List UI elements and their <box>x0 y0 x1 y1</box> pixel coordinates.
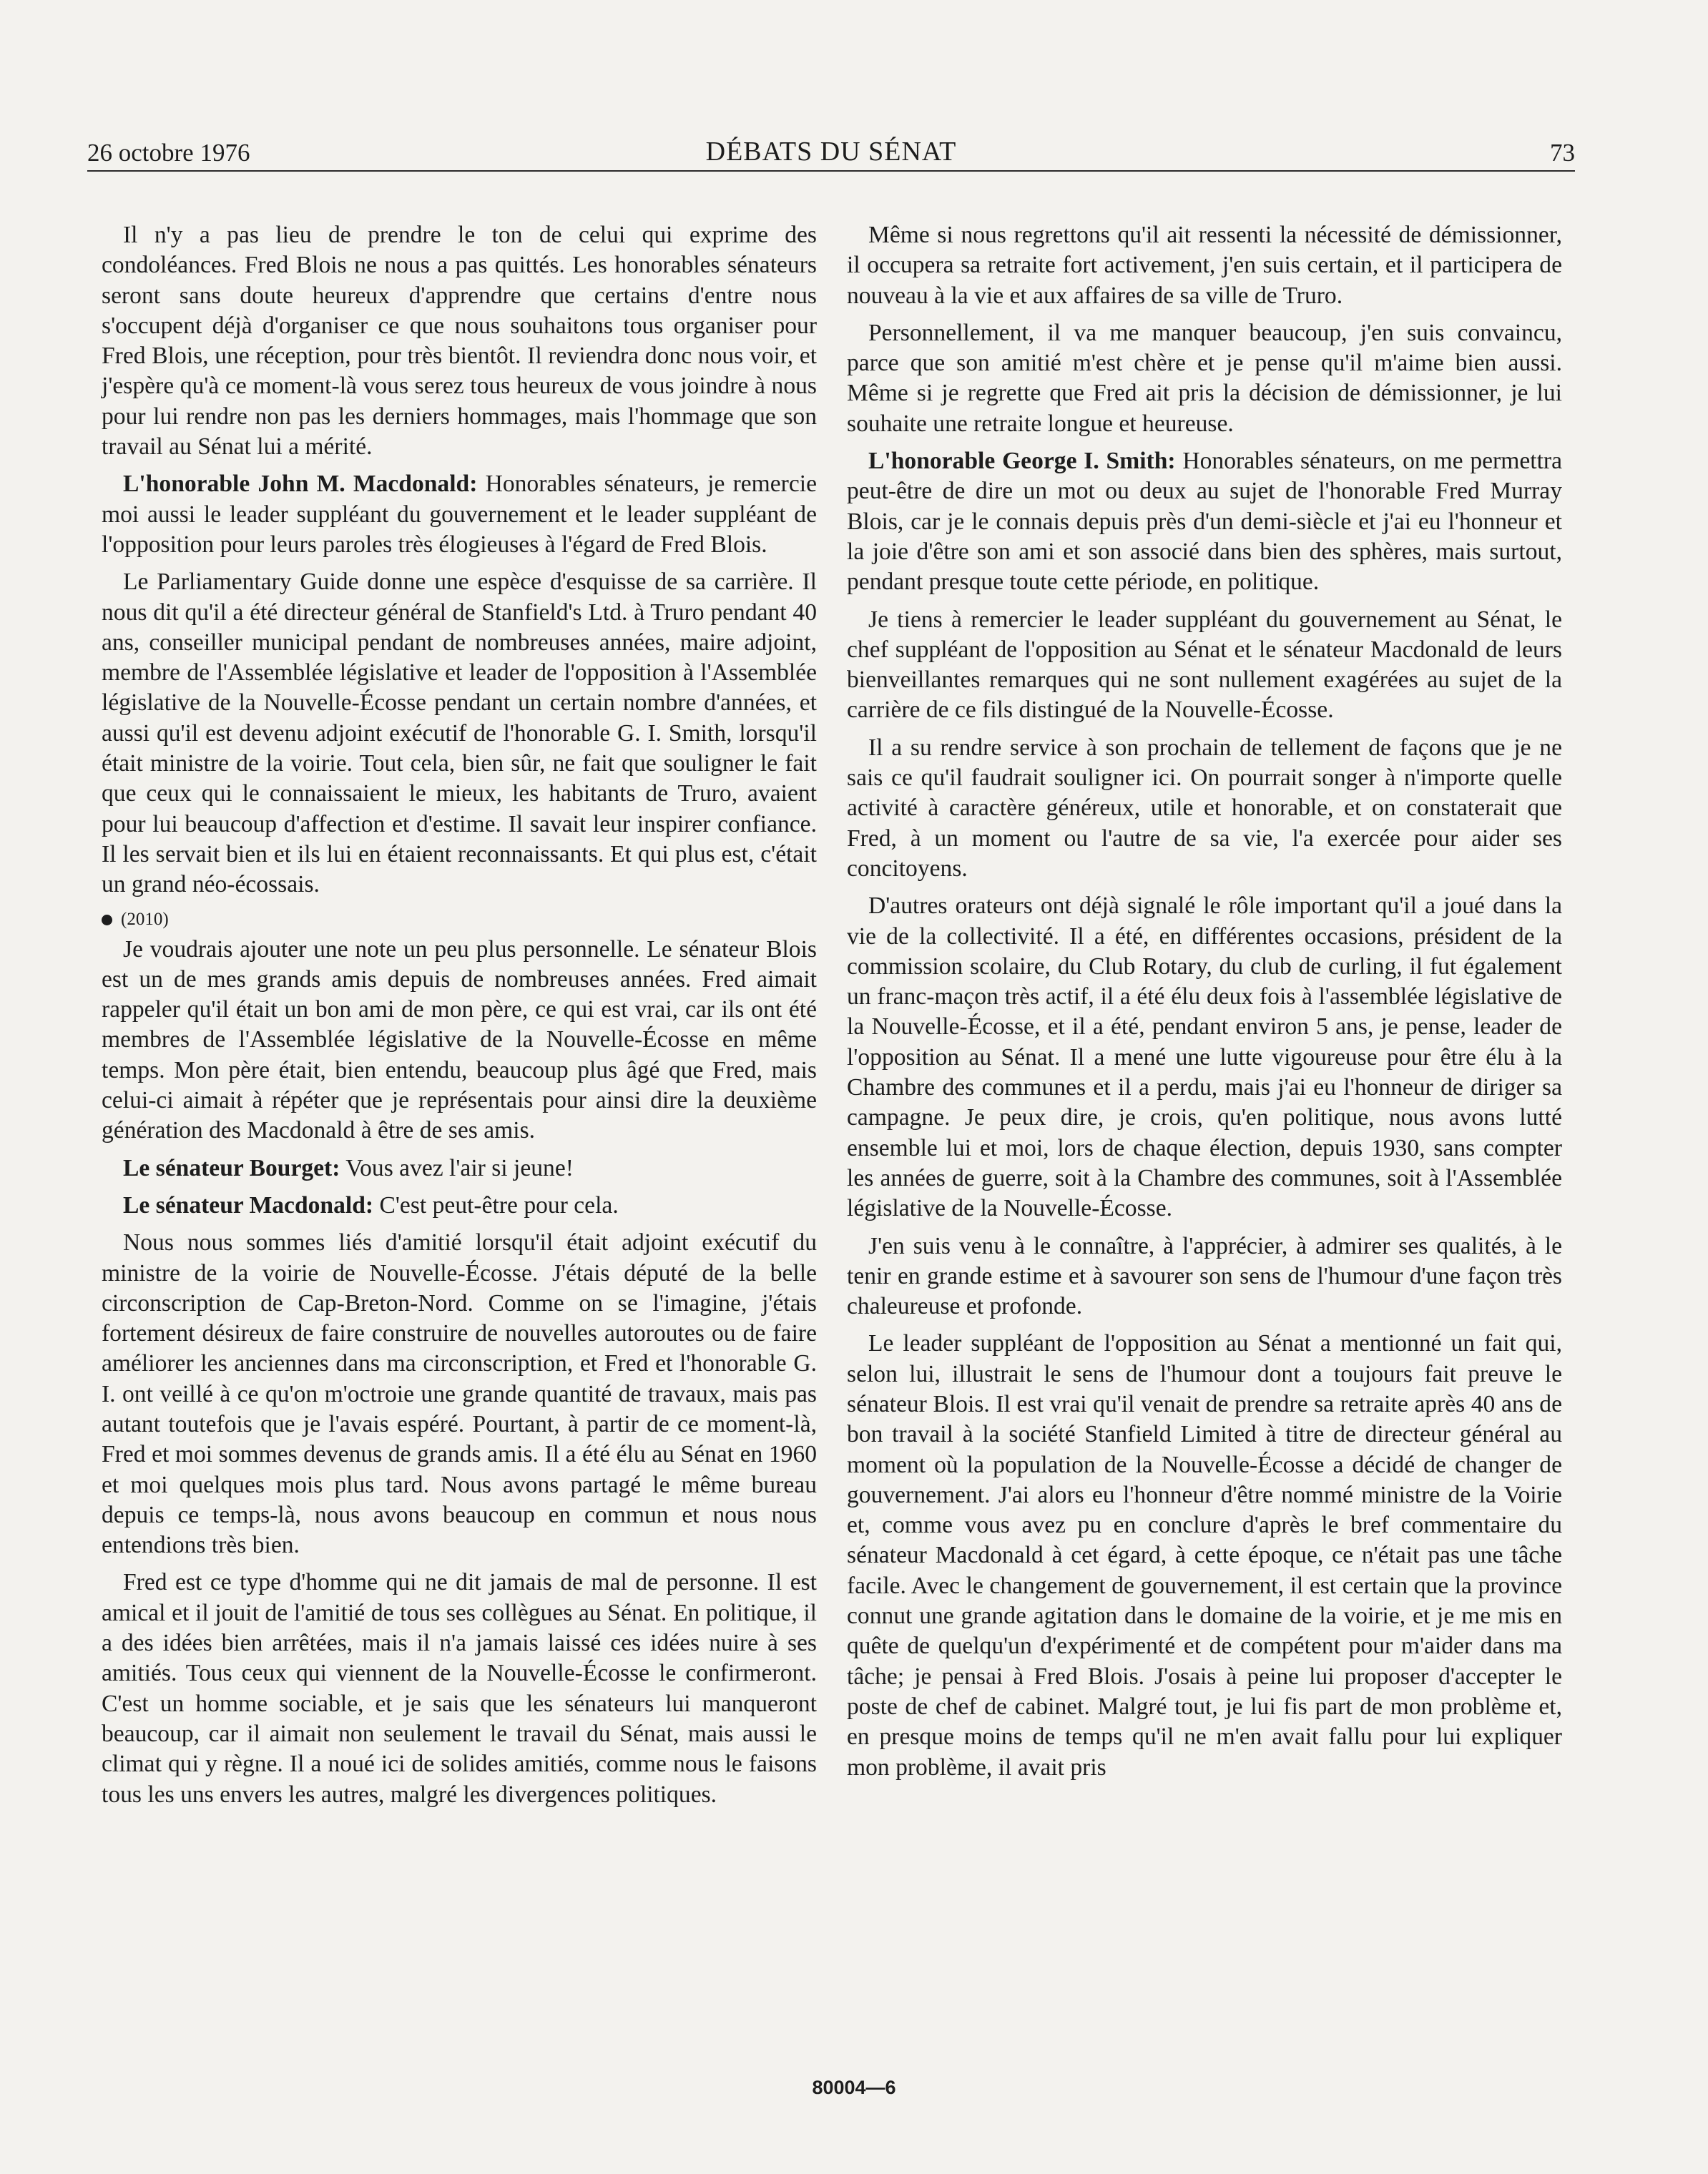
paragraph: Nous nous sommes liés d'amitié lorsqu'il était adjoint exécutif du ministre de la voirie de Nouvelle-Écosse. J'étais député de la belle circonscription de Cap-Breton-Nord. Comme on se l'imagine, j'étais fortement désireux de faire construire de nouvelles autoroutes ou de faire améliorer les anciennes dans ma circonscription, et Fred et l'honorable G. I. ont veillé à ce qu'on m'octroie une grande quantité de travaux, mais pas autant toutefois que je l'avais espéré. Pourtant, à partir de ce moment-là, Fred et moi sommes devenus de grands amis. Il a été élu au Sénat en 1960 et moi quelques mois plus tard. Nous avons partagé le même bureau depuis ce temps-là, nous avons beaucoup en commun et nous nous entendions très bien. <box>102 1229 817 1559</box>
speaker-name: L'honorable John M. Macdonald: <box>123 471 478 498</box>
footer-code: 80004—6 <box>812 2077 896 2098</box>
paragraph: Personnellement, il va me manquer beaucoup, j'en suis convaincu, parce que son amitié m'est chère et je pense qu'il m'aime bien aussi. Même si je regrette que Fred ait pris la décision de démissionner, je lui souhaite une retraite longue et heureuse. <box>847 319 1562 437</box>
time-marker-text: (2010) <box>121 909 169 929</box>
paragraph: Fred est ce type d'homme qui ne dit jamais de mal de personne. Il est amical et il jouit de l'amitié de tous ses collègues au Sénat. En politique, il a des idées bien arrêtées, mais il n'a jamais laissé ces idées nuire à ses amitiés. Tous ceux qui viennent de la Nouvelle-Écosse le confirmeront. C'est un homme sociable, et je sais que les sénateurs lui manqueront beaucoup, car il aimait non seulement le travail du Sénat, mais aussi le climat qui y règne. Il a noué ici de solides amitiés, comme nous le faisons tous les uns envers les autres, malgré les divergences politiques. <box>102 1569 817 1808</box>
speech-text: Honorables sénateurs, on me permettra peut-être de dire un mot ou deux au sujet de l'honorable Fred Murray Blois, car je le connais depuis près d'un demi-siècle et j'ai eu l'honneur et la joie d'être son ami et son associé dans bien des sphères, mais surtout, pendant presque toute cette période, en politique. <box>847 448 1562 596</box>
paragraph: Même si nous regrettons qu'il ait ressenti la nécessité de démissionner, il occupera sa retraite fort activement, j'en suis certain, et il participera de nouveau à la vie et aux affaires de sa ville de Truro. <box>847 222 1562 309</box>
paragraph: J'en suis venu à le connaître, à l'apprécier, à admirer ses qualités, à le tenir en grande estime et à savourer son sens de l'humour d'une façon très chaleureuse et profonde. <box>847 1232 1562 1320</box>
speech-paragraph <box>102 1191 817 1221</box>
speaker-name: L'honorable George I. Smith: <box>868 448 1176 475</box>
speaker-name: Le sénateur Bourget: <box>123 1154 340 1181</box>
speech-paragraph <box>847 446 1562 597</box>
paragraph: Le leader suppléant de l'opposition au Sénat a mentionné un fait qui, selon lui, illustrait le sens de l'humour dont a toujours fait preuve le sénateur Blois. Il est vrai qu'il venait de prendre sa retraite après 40 ans de bon travail à la société Stanfield Limited à titre de directeur général au moment où la population de la Nouvelle-Écosse a décidé de changer de gouvernement. J'ai alors eu l'honneur d'être nommé ministre de la Voirie et, comme vous avez pu en conclure d'après le bref commentaire du sénateur Macdonald à cet égard, à cette époque, ce n'était pas une tâche facile. Avec le changement de gouvernement, il est certain que la province connut une grande agitation dans le domaine de la voirie, et je me mis en quête de quelqu'un d'expérimenté et de compétent pour m'aider dans ma tâche; je pensai à Fred Blois. J'osais à peine lui proposer d'accepter le poste de chef de cabinet. Malgré tout, je lui fis part de mon problème et, en presque moins de temps qu'il ne m'en avait fallu pour lui expliquer mon problème, il avait pris <box>847 1330 1562 1781</box>
speech-text: C'est peut-être pour cela. <box>379 1191 619 1219</box>
speaker-name: Le sénateur Macdonald: <box>123 1191 374 1219</box>
header-title: DÉBATS DU SÉNAT <box>705 137 957 167</box>
right-column <box>847 220 1562 1790</box>
paragraph: Il n'y a pas lieu de prendre le ton de celui qui exprime des condoléances. Fred Blois ne nous a pas quittés. Les honorables sénateurs seront sans doute heureux d'apprendre que certains d'entre nous s'occupent déjà d'organiser ce que nous souhaitons tous organiser pour Fred Blois, une réception, pour très bientôt. Il reviendra donc nous voir, et j'espère qu'à ce moment-là vous serez tous heureux de vous joindre à nous pour lui rendre non pas les derniers hommages, mais l'hommage que son travail au Sénat lui a mérité. <box>102 222 817 461</box>
bullet-icon <box>102 915 112 925</box>
paragraph: Il a su rendre service à son prochain de tellement de façons que je ne sais ce qu'il faudrait souligner ici. On pourrait songer à n'importe quelle activité à caractère généreux, utile et honorable, et on constaterait que Fred, à un moment ou l'autre de sa vie, l'a exercée pour aider ses concitoyens. <box>847 734 1562 882</box>
speech-paragraph <box>102 1154 817 1184</box>
page-number: 73 <box>1550 139 1575 167</box>
paragraph: Je voudrais ajouter une note un peu plus personnelle. Le sénateur Blois est un de mes grands amis depuis de nombreuses années. Fred aimait rappeler qu'il était un bon ami de mon père, ce qui est vrai, car ils ont été membres de l'Assemblée législative de la Nouvelle-Écosse en même temps. Mon père était, bien entendu, beaucoup plus âgé que Fred, mais celui-ci aimait à répéter que je représentais pour ainsi dire la deuxième génération des Macdonald à être de ses amis. <box>102 935 817 1144</box>
speech-paragraph <box>102 469 817 560</box>
speech-text: Honorables sénateurs, je remercie moi aussi le leader suppléant du gouvernement et le leader suppléant de l'opposition pour leurs paroles très élogieuses à l'égard de Fred Blois. <box>102 471 818 558</box>
speech-text: Vous avez l'air si jeune! <box>345 1154 574 1181</box>
paragraph: Le Parliamentary Guide donne une espèce d'esquisse de sa carrière. Il nous dit qu'il a été directeur général de Stanfield's Ltd. à Truro pendant 40 ans, conseiller municipal pendant de nombreuses années, maire adjoint, membre de l'Assemblée législative et leader de l'opposition à l'Assemblée législative de la Nouvelle-Écosse pendant un certain nombre d'années, et aussi qu'il est devenu adjoint exécutif de l'honorable G. I. Smith, lorsqu'il était ministre de la voirie. Tout cela, bien sûr, ne fait que souligner le fait que ceux qui le connaissaient le mieux, les habitants de Truro, avaient pour lui beaucoup d'affection et d'estime. Il savait leur inspirer confiance. Il les servait bien et ils lui en étaient reconnaissants. Et qui plus est, c'était un grand néo-écossais. <box>102 569 817 898</box>
paragraph: Je tiens à remercier le leader suppléant du gouvernement au Sénat, le chef suppléant de l'opposition au Sénat et le sénateur Macdonald de leurs bienveillantes remarques qui ne sont nullement exagérées au sujet de la carrière de ce fils distingué de la Nouvelle-Écosse. <box>847 606 1562 724</box>
header-date: 26 octobre 1976 <box>87 139 250 167</box>
left-column <box>102 220 817 1817</box>
paragraph: D'autres orateurs ont déjà signalé le rôle important qu'il a joué dans la vie de la collectivité. Il a été, en différentes occasions, président de la commission scolaire, du Club Rotary, du club de curling, il fut également un franc-maçon très actif, il a été élu deux fois à l'assemblée législative de la Nouvelle-Écosse, et il a été, pendant environ 5 ans, je pense, leader de l'opposition au Sénat. Il a mené une lutte vigoureuse pour être élu à la Chambre des communes et il a perdu, mais j'ai eu l'honneur de diriger sa campagne. Je peux dire, je crois, qu'en politique, nous avons lutté ensemble lui et moi, lors de chaque élection, depuis 1930, sans compter les années de guerre, soit à la Chambre des communes, soit à l'Assemblée législative de la Nouvelle-Écosse. <box>847 892 1562 1222</box>
page-header <box>87 133 1575 172</box>
time-marker <box>102 908 817 932</box>
